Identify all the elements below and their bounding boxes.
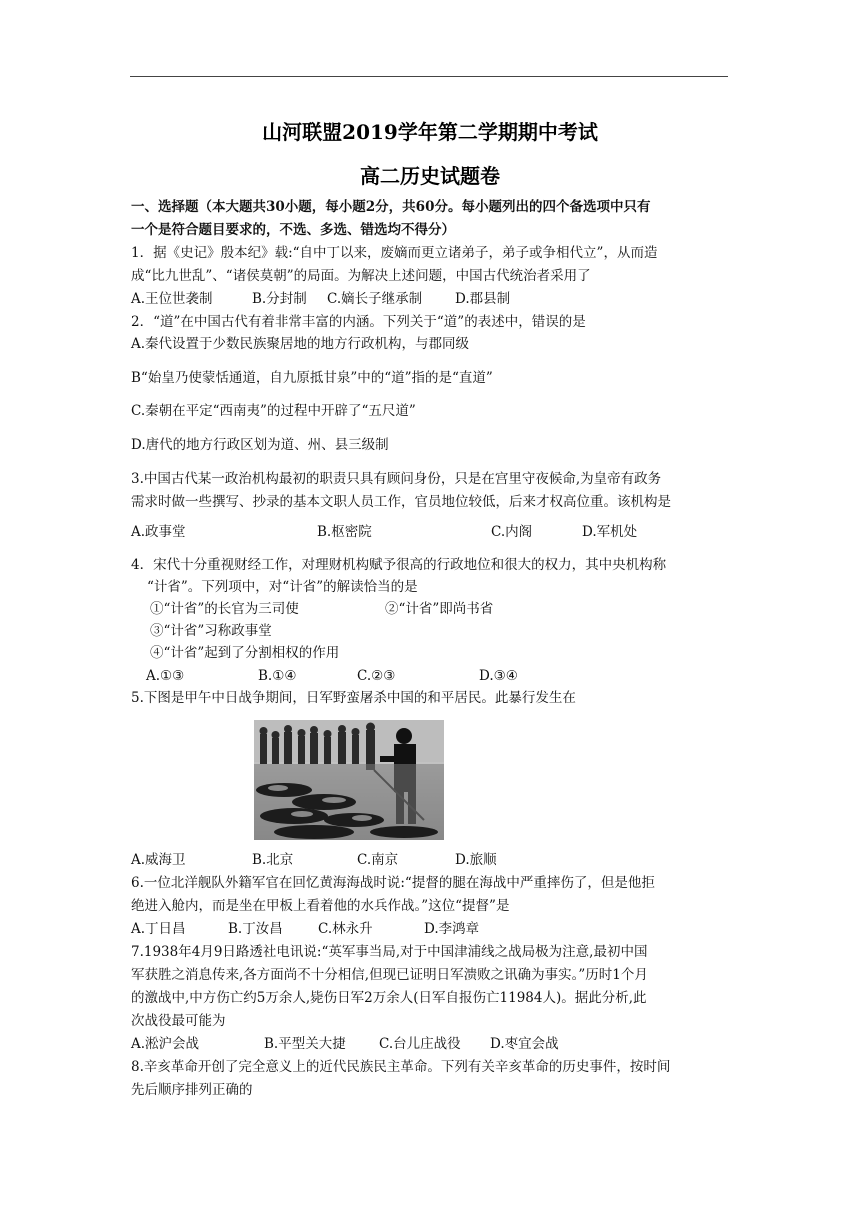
q5-stem: 5.下图是甲午中日战争期间，日军野蛮屠杀中国的和平居民。此暴行发生在 bbox=[131, 690, 576, 706]
q4-option-c: C.②③ bbox=[357, 668, 396, 684]
q5-options bbox=[131, 850, 497, 870]
q4-options bbox=[146, 666, 518, 686]
header-rule bbox=[130, 76, 728, 77]
q1-stem-line1: 1．据《史记》殷本纪》载:“自中丁以来，废嫡而更立诸弟子，弟子或争相代立”，从而造 bbox=[131, 245, 658, 261]
q4-statement-2: ②“计省”即尚书省 bbox=[385, 601, 494, 617]
historical-photo bbox=[254, 720, 444, 840]
historical-photo-illustration bbox=[254, 720, 444, 840]
q1-options bbox=[131, 289, 510, 309]
q4-statement-3: ③“计省”习称政事堂 bbox=[150, 623, 272, 639]
q3-option-c: C.内阁 bbox=[491, 524, 533, 540]
q7-option-c: C.台儿庄战役 bbox=[379, 1036, 461, 1052]
q7-option-b: B.平型关大捷 bbox=[264, 1036, 346, 1052]
q6-option-d: D.李鸿章 bbox=[424, 921, 480, 937]
q2-option-b: B“始皇乃使蒙恬通道，自九原抵甘泉”中的“道”指的是“直道” bbox=[131, 370, 493, 386]
q3-option-a: A.政事堂 bbox=[131, 524, 186, 540]
q4-option-d: D.③④ bbox=[479, 668, 518, 684]
q2-option-c: C.秦朝在平定“西南夷”的过程中开辟了“五尺道” bbox=[131, 403, 416, 419]
q5-option-d: D.旅顺 bbox=[455, 852, 497, 868]
q7-stem-line2: 军获胜之消息传来,各方面尚不十分相信,但现已证明日军溃败之讯确为事实。”历时1个月 bbox=[131, 967, 648, 983]
q1-stem-line2: 成“比九世乱”、“诸侯莫朝”的局面。为解决上述问题，中国古代统治者采用了 bbox=[131, 268, 591, 284]
q4-statement-4: ④“计省”起到了分割相权的作用 bbox=[150, 645, 340, 661]
q2-stem: 2．“道”在中国古代有着非常丰富的内涵。下列关于“道”的表述中，错误的是 bbox=[131, 314, 586, 330]
q1-option-b: B.分封制 bbox=[252, 291, 307, 307]
q6-stem-line1: 6.一位北洋舰队外籍军官在回忆黄海海战时说:“提督的腿在海战中严重摔伤了，但是他拒 bbox=[131, 875, 655, 891]
section-heading-line2: 一个是符合题目要求的，不选、多选、错选均不得分） bbox=[131, 222, 455, 238]
q3-option-d: D.军机处 bbox=[582, 524, 638, 540]
q7-stem-line4: 次战役最可能为 bbox=[131, 1013, 226, 1029]
q5-option-b: B.北京 bbox=[252, 852, 294, 868]
q5-option-c: C.南京 bbox=[357, 852, 399, 868]
q4-option-a: A.①③ bbox=[146, 668, 185, 684]
q7-option-a: A.淞沪会战 bbox=[131, 1036, 200, 1052]
q4-statements-row1 bbox=[150, 599, 493, 619]
q2-option-a: A.秦代设置于少数民族聚居地的地方行政机构，与郡同级 bbox=[131, 336, 470, 352]
q1-option-a: A.王位世袭制 bbox=[131, 291, 213, 307]
q4-option-b: B.①④ bbox=[258, 668, 297, 684]
exam-subtitle: 高二历史试题卷 bbox=[360, 164, 500, 188]
q7-stem-line3: 的激战中,中方伤亡约5万余人,毙伤日军2万余人(日军自报伤亡11984人)。据此分析,此 bbox=[131, 990, 647, 1006]
q3-option-b: B.枢密院 bbox=[317, 524, 372, 540]
q5-option-a: A.威海卫 bbox=[131, 852, 186, 868]
q6-options bbox=[131, 919, 479, 939]
section-heading-line1: 一、选择题（本大题共30小题，每小题2分，共60分。每小题列出的四个备选项中只有 bbox=[131, 199, 651, 215]
q6-option-b: B.丁汝昌 bbox=[228, 921, 283, 937]
q7-options bbox=[131, 1034, 559, 1054]
q6-stem-line2: 绝进入舱内，而是坐在甲板上看着他的水兵作战。”这位“提督”是 bbox=[131, 898, 510, 914]
q1-option-d: D.郡县制 bbox=[455, 291, 511, 307]
q3-stem-line2: 需求时做一些撰写、抄录的基本文职人员工作，官员地位较低，后来才权高位重。该机构是 bbox=[131, 494, 671, 510]
q3-options bbox=[131, 522, 637, 542]
q1-option-c: C.嫡长子继承制 bbox=[327, 291, 423, 307]
q2-option-d: D.唐代的地方行政区划为道、州、县三级制 bbox=[131, 437, 389, 453]
q8-stem-line1: 8.辛亥革命开创了完全意义上的近代民族民主革命。下列有关辛亥革命的历史事件，按时间 bbox=[131, 1059, 671, 1075]
q4-stem-line2: “计省”。下列项中，对“计省”的解读恰当的是 bbox=[147, 579, 418, 595]
q6-option-a: A.丁日昌 bbox=[131, 921, 186, 937]
q3-stem-line1: 3.中国古代某一政治机构最初的职责只具有顾问身份，只是在宫里守夜候命,为皇帝有政务 bbox=[131, 471, 662, 487]
q6-option-c: C.林永升 bbox=[318, 921, 373, 937]
q7-stem-line1: 7.1938年4月9日路透社电讯说:“英军事当局,对于中国津浦线之战局极为注意,最初中国 bbox=[131, 944, 648, 960]
exam-title: 山河联盟2019学年第二学期期中考试 bbox=[262, 120, 598, 144]
q7-option-d: D.枣宜会战 bbox=[490, 1036, 559, 1052]
q4-statement-1: ①“计省”的长官为三司使 bbox=[150, 601, 299, 617]
q4-stem-line1: 4．宋代十分重视财经工作，对理财机构赋予很高的行政地位和很大的权力，其中央机构称 bbox=[131, 557, 667, 573]
q8-stem-line2: 先后顺序排列正确的 bbox=[131, 1082, 253, 1098]
